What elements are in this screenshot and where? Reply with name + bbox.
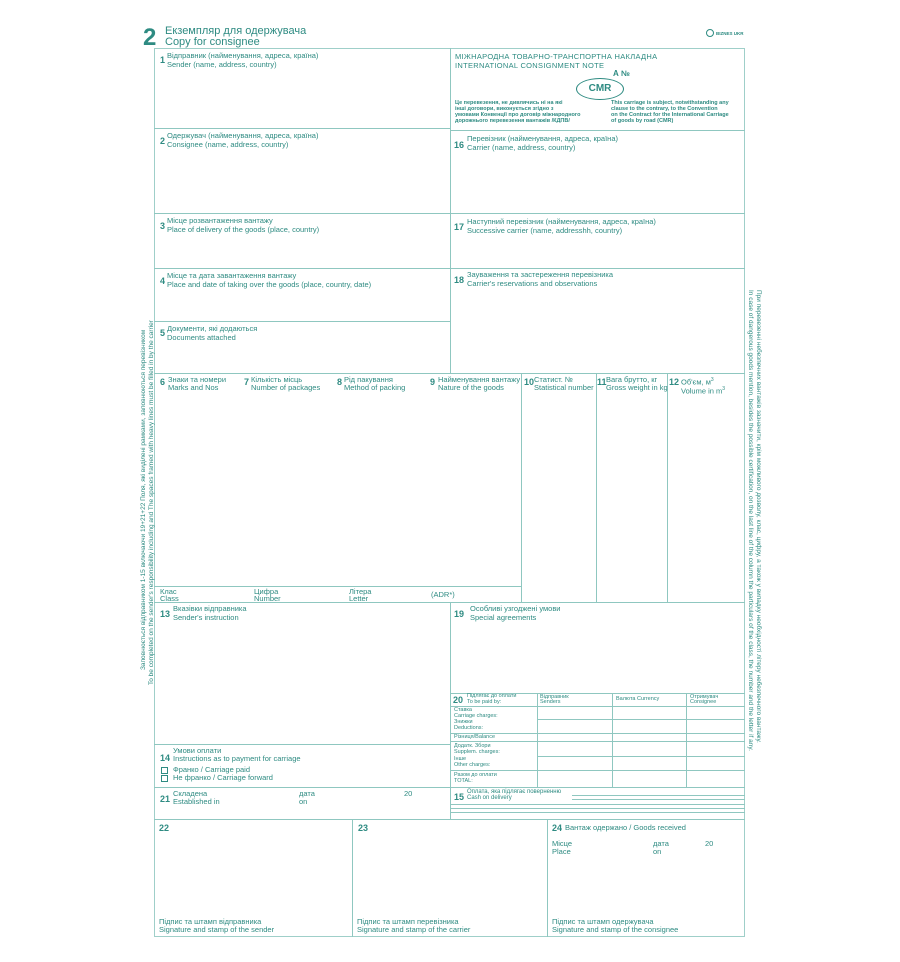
cmr-note-en-3: on the Contract for the International Carriage [611, 112, 729, 118]
field-5-number: 5 [160, 328, 166, 338]
field-24-year: 20 [705, 839, 714, 848]
brand-logo [706, 29, 744, 37]
field-5-label-ua: Документи, які додаються [167, 324, 258, 333]
payment-row-other-ua: Інше [454, 756, 467, 762]
field-21-label-en: Established in [173, 797, 220, 806]
field-12-number: 12 [669, 377, 680, 387]
field-17-label-ua: Наступний перевізник (найменування, адреса, країна) [467, 217, 656, 226]
payment-row-supplem-ua: Додатк. Збори [454, 743, 491, 749]
payment-col-currency: Валюта Currency [616, 696, 660, 702]
field-17-label-en: Successive carrier (name, addresshh, country) [467, 226, 623, 235]
field-21-date-ua: дата [299, 789, 315, 798]
adr-class-ua: Клас [160, 587, 177, 596]
carriage-paid-label: Франко / Carriage paid [173, 765, 250, 774]
field-7-label-en: Number of packages [251, 383, 321, 392]
cmr-note-ua-3: умовами Конвенції про договір міжнародного [455, 112, 581, 118]
consignee-input-area[interactable] [156, 152, 448, 210]
field-23-number: 23 [358, 823, 369, 833]
payment-row-supplem-en: Supplem. charges: [454, 749, 500, 755]
field-3-label-ua: Місце розвантаження вантажу [167, 216, 273, 225]
field-13-label-ua: Вказівки відправника [173, 604, 247, 613]
field-15-label-en: Cash on delivery [467, 795, 512, 801]
side-note-right-ua: При перевезенні небезпечних вантажів зазначити, крім можливого дозволу, клас, цифру, а також у випадку необхідності літеру небезпечного вантажу. [755, 290, 762, 743]
sender-signature-area[interactable] [156, 836, 350, 916]
special-agreements-input-area[interactable] [452, 625, 743, 691]
field-18-label-en: Carrier's reservations and observations [467, 279, 598, 288]
payment-title-en: To be paid by: [467, 699, 502, 705]
field-16-number: 16 [454, 140, 465, 150]
field-5-label-en: Documents attached [167, 333, 236, 342]
field-19-label-ua: Особливі узгоджені умови [470, 604, 561, 613]
field-21-label-ua: Складена [173, 789, 208, 798]
copy-title-ua: Екземпляр для одержувача [165, 25, 307, 37]
cmr-note-en-1: This carriage is subject, notwithstanding any [611, 100, 729, 106]
copy-title-en: Copy for consignee [165, 36, 260, 48]
payment-row-balance: Різниця/Balance [454, 734, 496, 740]
side-note-left-en: To be completed on the sender's responsibility including and The spaces framed with heavy lines must be filled in by the carrier [148, 320, 155, 685]
payment-row-total-en: TOTAL: [454, 778, 473, 784]
field-1-label-en: Sender (name, address, country) [167, 60, 277, 69]
payment-row-charges-en: Carriage charges: [454, 713, 498, 719]
field-15-number: 15 [454, 792, 465, 802]
field-12-ua-sup: 3 [710, 377, 714, 383]
field-18-label-ua: Зауваження та застереження перевізника [467, 270, 614, 279]
cmr-badge-text: CMR [588, 83, 612, 94]
field-12-label-en [681, 385, 725, 396]
brand-logo-icon [706, 29, 714, 37]
carrier-reservations-input-area[interactable] [452, 291, 743, 371]
cmr-title-en: INTERNATIONAL CONSIGNMENT NOTE [455, 61, 605, 70]
field-11-label-ua: Вага брутто, кг [606, 375, 658, 384]
field-21-year: 20 [404, 789, 413, 798]
field-6-label-en: Marks and Nos [168, 383, 219, 392]
field-16-label-en: Carrier (name, address, country) [467, 143, 576, 152]
field-24-title: Вантаж одержано / Goods received [565, 823, 686, 832]
field-23-label-en: Signature and stamp of the carrier [357, 925, 471, 934]
goods-input-area[interactable] [156, 396, 743, 584]
field-17-number: 17 [454, 222, 465, 232]
field-3-number: 3 [160, 221, 166, 231]
field-8-label-en: Method of packing [344, 383, 406, 392]
field-19-number: 19 [454, 609, 465, 619]
field-12-label-ua-text: Об'єм, м [681, 377, 711, 387]
carriage-forward-label: Не франко / Carriage forward [173, 773, 273, 782]
field-11-number: 11 [597, 377, 607, 387]
field-10-label-ua: Статист. № [534, 375, 573, 384]
field-6-number: 6 [160, 377, 166, 387]
field-19-label-en: Special agreements [470, 613, 537, 622]
brand-logo-text: BIZNES UKR [716, 30, 744, 36]
field-13-label-en: Sender's instruction [173, 613, 239, 622]
field-4-label-en: Place and date of taking over the goods (place, country, date) [167, 280, 372, 289]
payment-title-ua: Підлягає до оплати [467, 693, 517, 699]
field-21-date-en: on [299, 797, 308, 806]
field-6-label-ua: Знаки та номери [168, 375, 227, 384]
cmr-title-ua: МІЖНАРОДНА ТОВАРНО-ТРАНСПОРТНА НАКЛАДНА [455, 52, 658, 61]
payment-col-sender-en: Senders [540, 699, 561, 705]
field-22-label-en: Signature and stamp of the sender [159, 925, 275, 934]
cmr-note-ua-2: інші договори, виконується згідно з [455, 106, 554, 112]
payment-row-charges-ua: Ставка [454, 707, 472, 713]
adr-letter-ua: Літера [349, 587, 372, 596]
taking-over-input-area[interactable] [156, 292, 448, 319]
field-1-number: 1 [160, 55, 166, 65]
field-3-label-en: Place of delivery of the goods (place, country) [167, 225, 320, 234]
field-22-number: 22 [159, 823, 170, 833]
field-18-number: 18 [454, 275, 465, 285]
consignee-signature-area[interactable] [549, 856, 743, 916]
adr-digit-en: Number [254, 594, 281, 603]
copy-number: 2 [143, 24, 157, 51]
field-24-date-ua: дата [653, 839, 669, 848]
payment-col-consignee-ua: Отримувач [690, 694, 719, 700]
field-2-label-ua: Одержувач (найменування, адреса, країна) [167, 131, 319, 140]
field-1-label-ua: Відправник (найменування, адреса, країна) [167, 51, 319, 60]
field-9-label-ua: Найменування вантажу [438, 375, 521, 384]
cmr-note-ua-1: Це перевезення, не дивлячись ні на які [455, 100, 563, 106]
side-note-left-ua: Заповнюється відправником 1-15 включаючи 19+21+22 Поля, які виділені рамками, заповнюються перевізником [140, 329, 147, 670]
payment-col-sender-ua: Відправник [540, 694, 569, 700]
field-14-label-ua: Умови оплати [173, 746, 222, 755]
cmr-note-en-2: clause to the contrary, to the Convention [611, 106, 718, 112]
field-2-number: 2 [160, 136, 166, 146]
field-24-place-ua: Місце [552, 839, 573, 848]
field-15-label-ua: Оплата, яка підлягає поверненню [467, 789, 562, 795]
field-16-label-ua: Перевізник (найменування, адреса, країна) [467, 134, 618, 143]
field-12-en-sup: 3 [722, 386, 726, 392]
payment-row-total-ua: Разом до оплати [454, 772, 497, 778]
field-20-number: 20 [453, 695, 464, 705]
payment-row-other-en: Other charges: [454, 762, 491, 768]
sender-input-area[interactable] [156, 72, 448, 126]
payment-row-deductions-en: Deductions: [454, 725, 484, 731]
carrier-input-area[interactable] [452, 155, 743, 211]
field-24-date-en: on [653, 847, 662, 856]
side-note-right-en: In case of dangerous goods mention, besides the possible certification, on the last line of the column the particulars of the class, the number and the letter if any. [747, 290, 754, 751]
field-14-label-en: Instructions as to payment for carriage [173, 754, 301, 763]
field-9-label-en: Nature of the goods [438, 383, 504, 392]
delivery-place-input-area[interactable] [156, 237, 448, 266]
field-24-label-en: Signature and stamp of the consignee [552, 925, 679, 934]
field-8-label-ua: Рід пакування [344, 375, 393, 384]
sender-instruction-input-area[interactable] [156, 625, 448, 742]
cmr-note-ua-4: дорожнього перевезення вантажів /КДПВ/ [455, 118, 570, 124]
payment-col-consignee-en: Consignee [690, 699, 717, 705]
payment-row-deductions-ua: Знижки [454, 719, 473, 725]
field-11-label-en: Gross weight in kg [606, 383, 668, 392]
field-8-number: 8 [337, 377, 343, 387]
cmr-badge [576, 78, 624, 100]
carriage-paid-checkbox[interactable] [161, 767, 168, 774]
field-23-label-ua: Підпис та штамп перевізника [357, 917, 459, 926]
field-24-number: 24 [552, 823, 563, 833]
field-7-label-ua: Кількість місць [251, 375, 303, 384]
cmr-note-en-4: of goods by road (CMR) [611, 118, 674, 124]
adr-class-en: Class [160, 594, 179, 603]
field-7-number: 7 [244, 377, 250, 387]
adr-digit-ua: Цифра [254, 587, 279, 596]
field-21-number: 21 [160, 794, 171, 804]
cmr-number-label: А № [613, 69, 630, 78]
carrier-signature-area[interactable] [354, 836, 545, 916]
field-12-label-en-text: Volume in m [681, 386, 723, 396]
field-9-number: 9 [430, 377, 436, 387]
field-14-number: 14 [160, 753, 171, 763]
field-2-label-en: Consignee (name, address, country) [167, 140, 289, 149]
field-22-label-ua: Підпис та штамп відправника [159, 917, 262, 926]
successive-carrier-input-area[interactable] [452, 238, 743, 266]
field-24-place-en: Place [552, 847, 571, 856]
field-13-number: 13 [160, 609, 171, 619]
field-24-label-ua: Підпис та штамп одержувача [552, 917, 654, 926]
adr-label: (ADR*) [431, 590, 455, 599]
field-4-number: 4 [160, 276, 166, 286]
adr-letter-en: Letter [349, 594, 369, 603]
field-4-label-ua: Місце та дата завантаження вантажу [167, 271, 297, 280]
field-10-label-en: Statistical number [534, 383, 594, 392]
field-10-number: 10 [524, 377, 535, 387]
documents-input-area[interactable] [156, 344, 448, 371]
carriage-forward-checkbox[interactable] [161, 775, 168, 782]
